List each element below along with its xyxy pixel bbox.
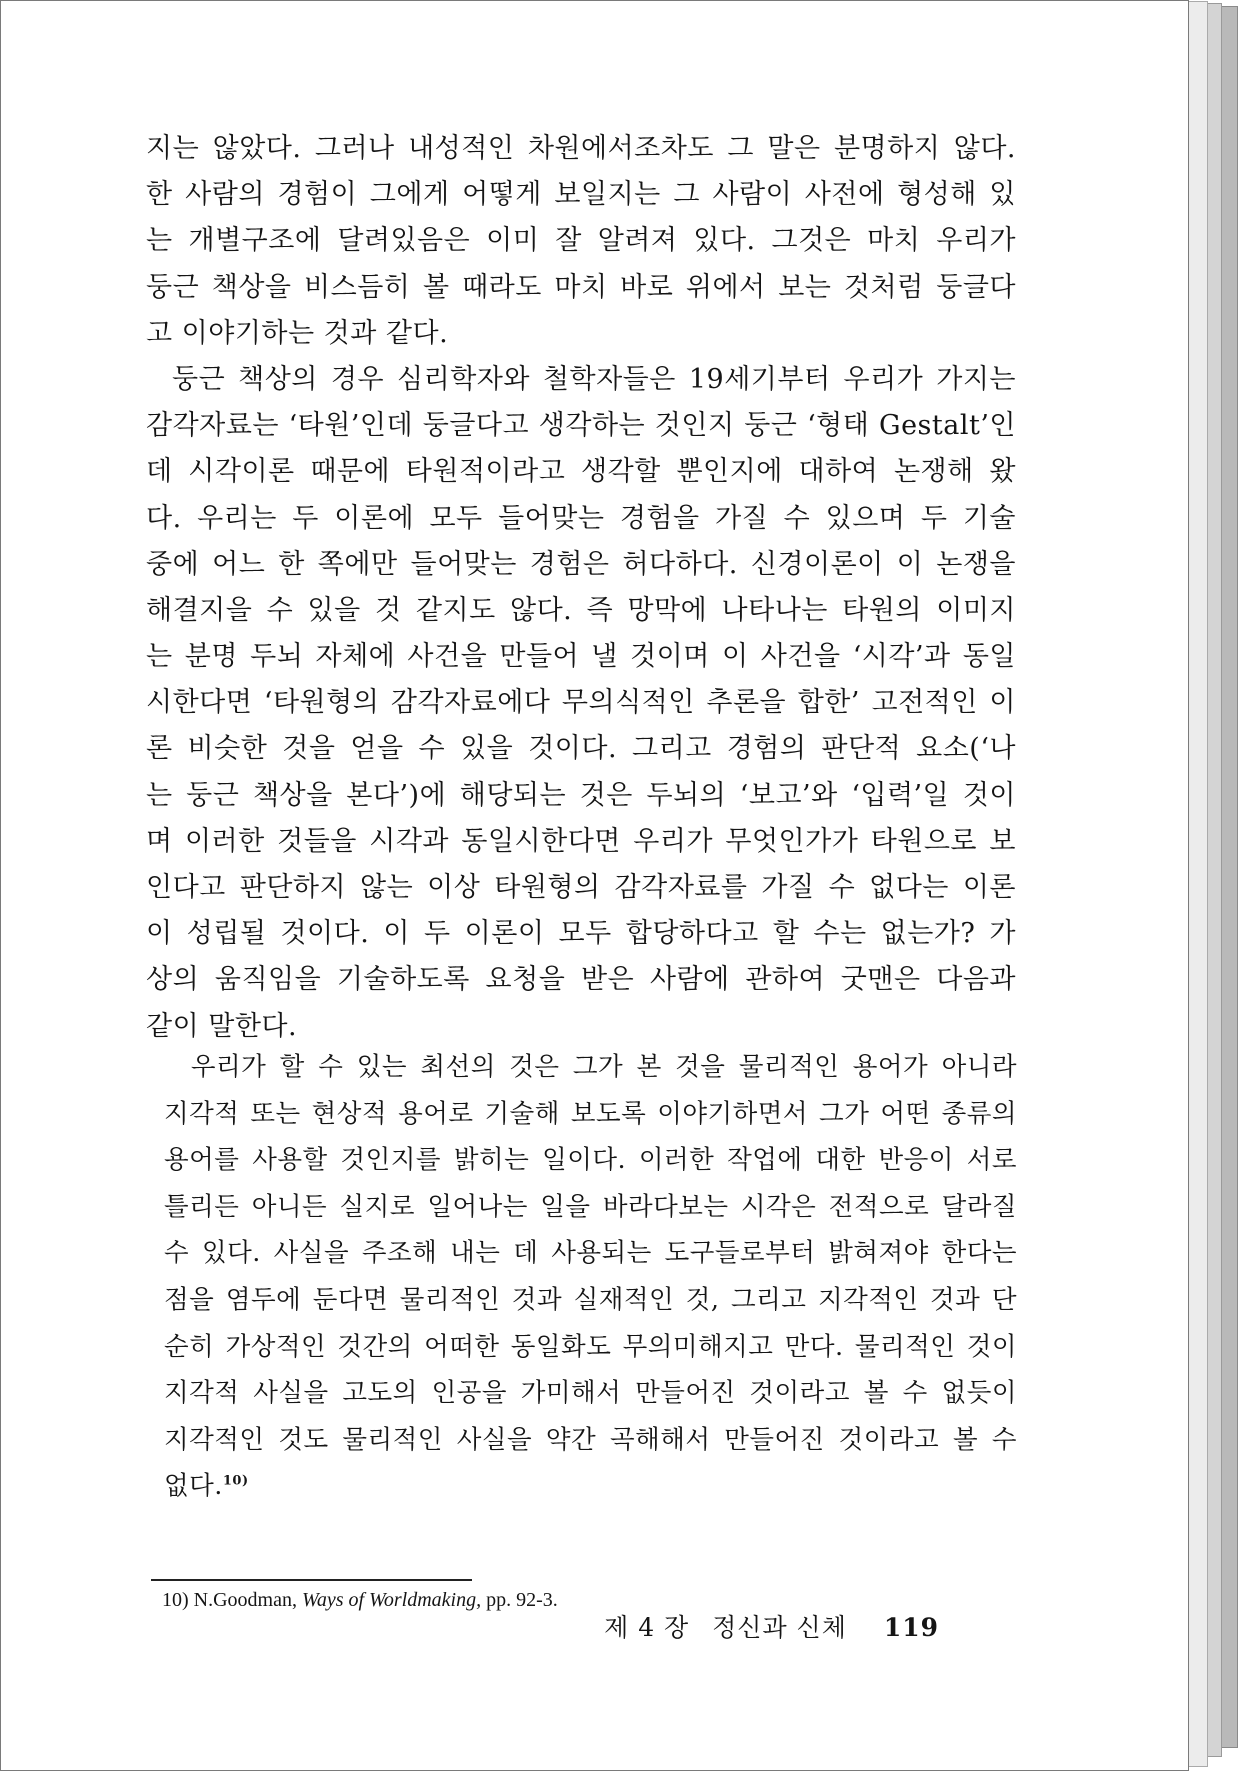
body-line: 상의 움직임을 기술하도록 요청을 받은 사람에 관하여 굿맨은 다음과: [146, 964, 1016, 996]
body-line: 중에 어느 한 쪽에만 들어맞는 경험은 허다하다. 신경이론이 이 논쟁을: [146, 548, 1016, 580]
body-line: 같이 말한다.: [146, 1010, 298, 1042]
body-line: 둥근 책상을 비스듬히 볼 때라도 마치 바로 위에서 보는 것처럼 둥글다: [146, 271, 1016, 303]
body-line: 는 둥근 책상을 본다’)에 해당되는 것은 두뇌의 ‘보고’와 ‘입력’일 것이: [146, 779, 1016, 811]
body-line: 이 성립될 것이다. 이 두 이론이 모두 합당하다고 할 수는 없는가? 가: [146, 918, 1016, 950]
body-line: 는 분명 두뇌 자체에 사건을 만들어 낼 것이며 이 사건을 ‘시각’과 동일: [146, 641, 1016, 673]
footnote-pages: pp. 92-3.: [486, 1589, 558, 1611]
quote-line: 순히 가상적인 것간의 어떠한 동일화도 무의미해지고 만다. 물리적인 것이: [164, 1331, 1017, 1362]
footnote-number: 10): [162, 1589, 189, 1611]
quote-last-text: 없다.: [164, 1471, 223, 1502]
quote-line: 용어를 사용할 것인지를 밝히는 일이다. 이러한 작업에 대한 반응이 서로: [164, 1145, 1017, 1176]
body-line: 다. 우리는 두 이론에 모두 들어맞는 경험을 가질 수 있으며 두 기술: [146, 502, 1016, 534]
page-stack-edge-1: [1188, 1, 1208, 1767]
footnote: [162, 1588, 558, 1612]
quote-line-last: [164, 1463, 1017, 1510]
quote-line: 지각적 또는 현상적 용어로 기술해 보도록 이야기하면서 그가 어떤 종류의: [164, 1098, 1017, 1129]
footer-chapter: 제 4 장: [604, 1613, 690, 1642]
block-quote: [164, 1044, 1017, 1510]
quote-line: 수 있다. 사실을 주조해 내는 데 사용되는 도구들로부터 밝혀져야 한다는: [164, 1238, 1017, 1269]
body-paragraphs: [146, 126, 1016, 1050]
body-line: 지는 않았다. 그러나 내성적인 차원에서조차도 그 말은 분명하지 않다.: [146, 133, 1016, 164]
body-line: 한 사람의 경험이 그에게 어떻게 보일지는 그 사람이 사전에 형성해 있: [146, 179, 1016, 211]
quote-line: 점을 염두에 둔다면 물리적인 것과 실재적인 것, 그리고 지각적인 것과 단: [164, 1284, 1017, 1315]
quote-line: 지각적인 것도 물리적인 사실을 약간 곡해해서 만들어진 것이라고 볼 수: [164, 1424, 1017, 1455]
running-footer: [604, 1613, 939, 1643]
quote-line: 틀리든 아니든 실지로 일어나는 일을 바라다보는 시각은 전적으로 달라질: [164, 1191, 1017, 1222]
page-number: 119: [883, 1613, 939, 1642]
body-line: 데 시각이론 때문에 타원적이라고 생각할 뿐인지에 대하여 논쟁해 왔: [146, 456, 1016, 488]
body-line: 고 이야기하는 것과 같다.: [146, 317, 449, 349]
body-line: 며 이러한 것들을 시각과 동일시한다면 우리가 무엇인가가 타원으로 보: [146, 825, 1016, 857]
body-line: 인다고 판단하지 않는 이상 타원형의 감각자료를 가질 수 없다는 이론: [146, 872, 1016, 903]
body-line: 감각자료는 ‘타원’인데 둥글다고 생각하는 것인지 둥근 ‘형태 Gestalt’인: [146, 410, 1016, 442]
footnote-title: Ways of Worldmaking,: [302, 1589, 482, 1611]
body-line: 는 개별구조에 달려있음은 이미 잘 알려져 있다. 그것은 마치 우리가: [146, 225, 1016, 257]
body-line: 시한다면 ‘타원형의 감각자료에다 무의식적인 추론을 합한’ 고전적인 이: [146, 687, 1016, 719]
quote-line: 지각적 사실을 고도의 인공을 가미해서 만들어진 것이라고 볼 수 없듯이: [164, 1378, 1017, 1409]
body-line: 둥근 책상의 경우 심리학자와 철학자들은 19세기부터 우리가 가지는: [146, 363, 1016, 395]
body-line: 론 비슷한 것을 얻을 수 있을 것이다. 그리고 경험의 판단적 요소(‘나: [146, 733, 1016, 765]
body-line: 해결지을 수 있을 것 같지도 않다. 즉 망막에 나타나는 타원의 이미지: [146, 594, 1016, 626]
footnote-author: N.Goodman,: [193, 1589, 297, 1611]
footnote-divider: [151, 1579, 472, 1581]
footer-chapter-title: 정신과 신체: [712, 1613, 847, 1642]
footnote-reference[interactable]: 10): [222, 1473, 249, 1489]
quote-line: 우리가 할 수 있는 최선의 것은 그가 본 것을 물리적인 용어가 아니라: [164, 1052, 1017, 1082]
